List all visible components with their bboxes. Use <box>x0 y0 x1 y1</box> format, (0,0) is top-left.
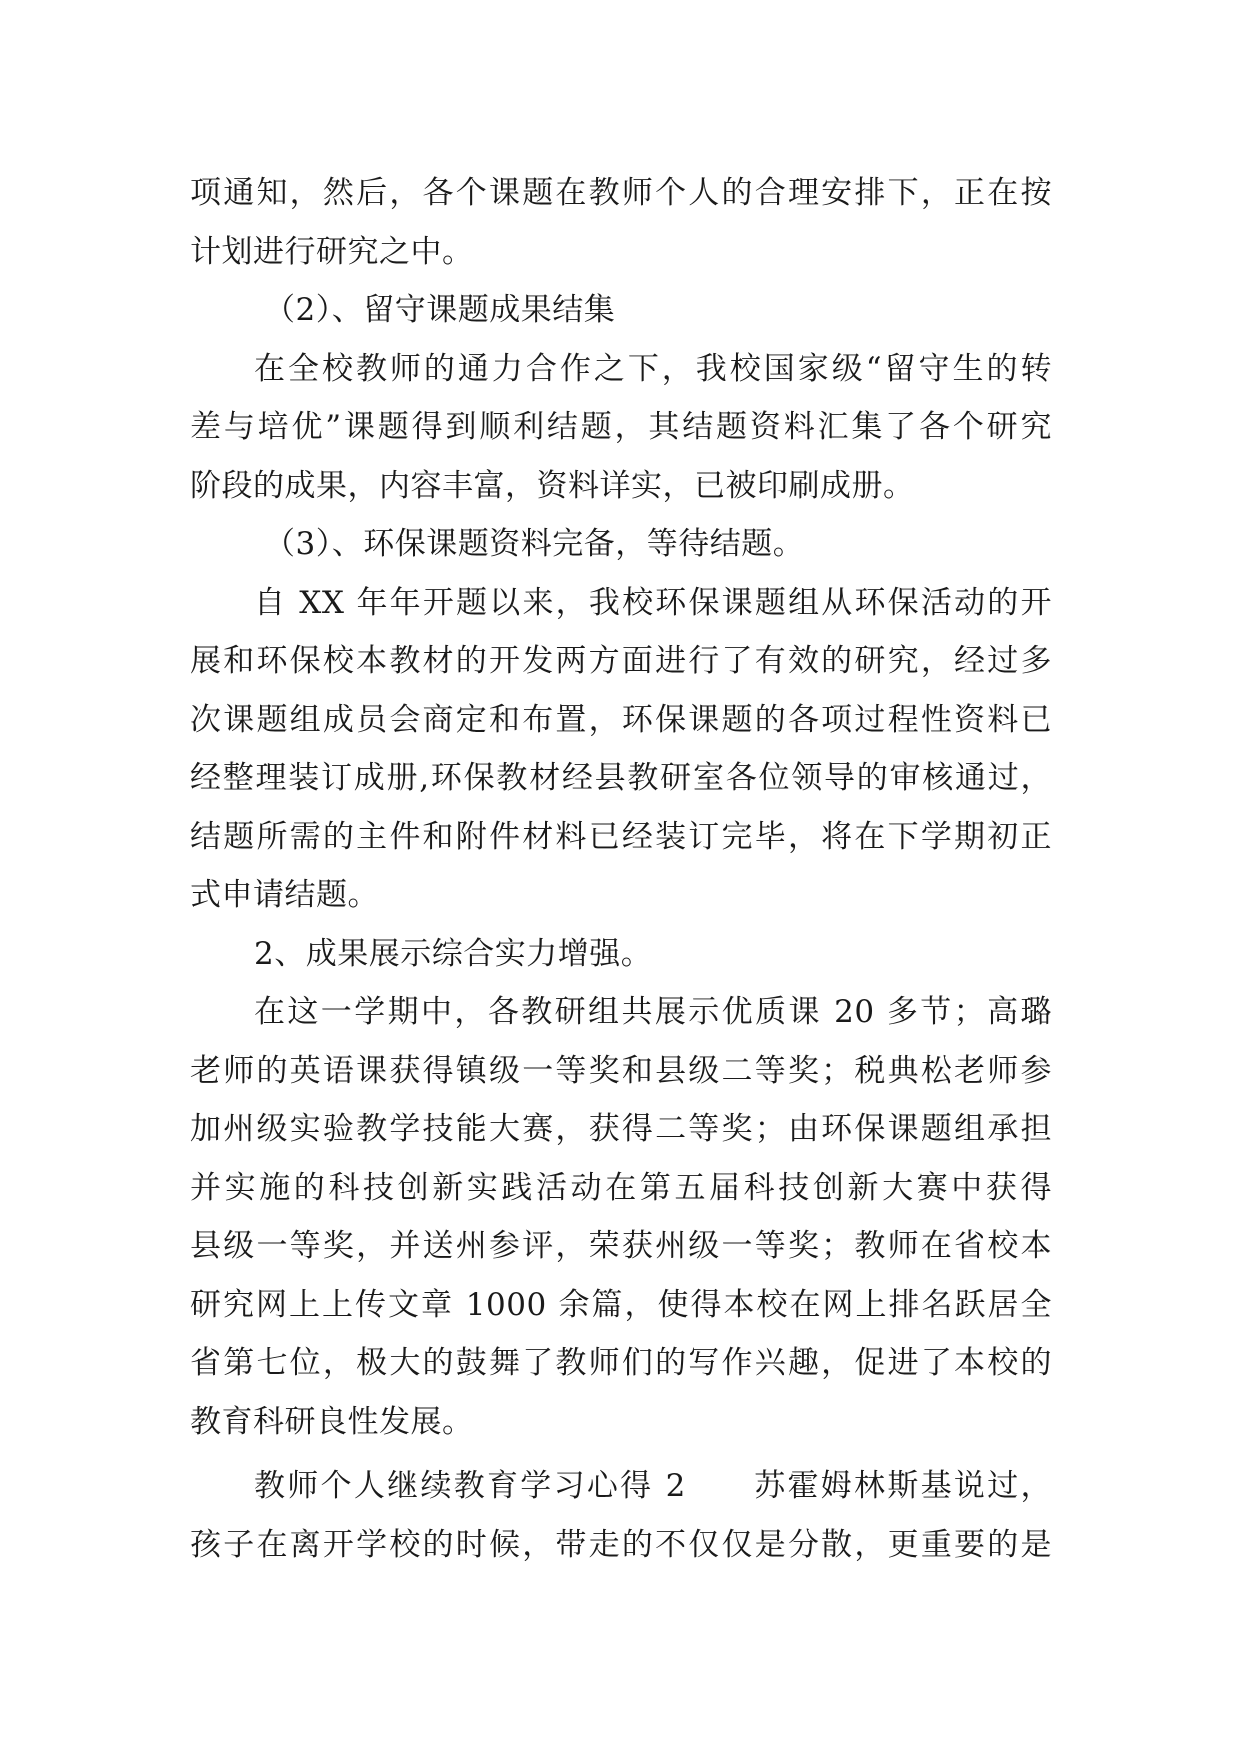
paragraph-line: 项通知，然后，各个课题在教师个人的合理安排下，正在按 <box>190 175 1052 211</box>
paragraph-line: 次课题组成员会商定和布置，环保课题的各项过程性资料已 <box>190 701 1052 738</box>
paragraph-line: 并实施的科技创新实践活动在第五届科技创新大赛中获得 <box>190 1169 1052 1206</box>
section-heading: 2、成果展示综合实力增强。 <box>254 935 653 972</box>
paragraph-line: 研究网上上传文章 1000 余篇，使得本校在网上排名跃居全 <box>190 1286 1052 1323</box>
document-body <box>190 164 1052 1574</box>
paragraph-line: 差与培优”课题得到顺利结题，其结题资料汇集了各个研究 <box>190 409 1052 445</box>
paragraph-line: 孩子在离开学校的时候，带走的不仅仅是分散，更重要的是 <box>190 1526 1052 1563</box>
section-heading: （3）、环保课题资料完备，等待结题。 <box>264 526 805 562</box>
paragraph-line: 省第七位，极大的鼓舞了教师们的写作兴趣，促进了本校的 <box>190 1345 1052 1381</box>
paragraph-line: 教育科研良性发展。 <box>190 1403 474 1440</box>
paragraph-line: 老师的英语课获得镇级一等奖和县级二等奖；税典松老师参 <box>190 1052 1052 1089</box>
paragraph-line: 加州级实验教学技能大赛，获得二等奖；由环保课题组承担 <box>190 1111 1052 1147</box>
paragraph-line: 经整理装订成册,环保教材经县教研室各位领导的审核通过， <box>190 760 1052 796</box>
paragraph-line: 教师个人继续教育学习心得 2 苏霍姆林斯基说过， <box>254 1468 1052 1504</box>
paragraph-line: 在这一学期中，各教研组共展示优质课 20 多节；高璐 <box>254 994 1052 1030</box>
paragraph-line: 县级一等奖，并送州参评，荣获州级一等奖；教师在省校本 <box>190 1228 1052 1264</box>
paragraph-line: 在全校教师的通力合作之下，我校国家级“留守生的转 <box>254 350 1052 387</box>
paragraph-line: 自 XX 年年开题以来，我校环保课题组从环保活动的开 <box>254 584 1052 621</box>
paragraph-line: 展和环保校本教材的开发两方面进行了有效的研究，经过多 <box>190 643 1052 679</box>
paragraph-line: 阶段的成果，内容丰富，资料详实，已被印刷成册。 <box>190 467 915 504</box>
paragraph-line: 式申请结题。 <box>190 877 379 913</box>
paragraph-line: 计划进行研究之中。 <box>190 233 474 270</box>
paragraph-line: 结题所需的主件和附件材料已经装订完毕，将在下学期初正 <box>190 818 1052 855</box>
section-heading: （2）、留守课题成果结集 <box>264 292 616 328</box>
